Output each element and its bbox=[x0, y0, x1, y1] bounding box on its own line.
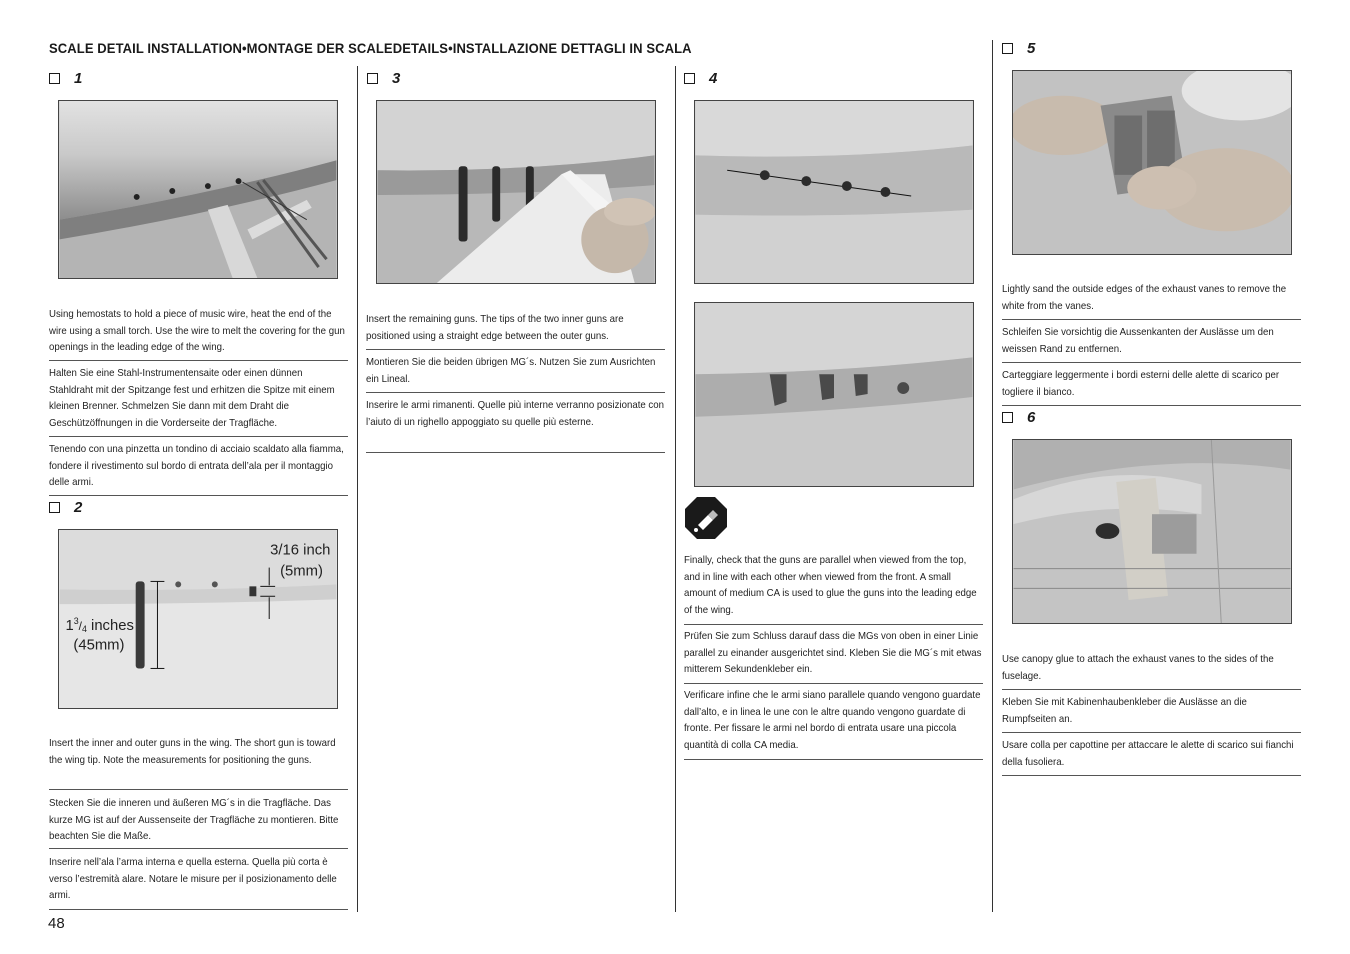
checkbox-icon[interactable] bbox=[367, 73, 378, 84]
step-number: 4 bbox=[709, 70, 718, 87]
photo-step-4b bbox=[694, 302, 974, 487]
divider bbox=[1002, 362, 1301, 363]
step-number: 1 bbox=[74, 70, 83, 87]
divider bbox=[366, 452, 665, 453]
divider bbox=[49, 360, 348, 361]
divider bbox=[1002, 405, 1301, 406]
step-5-text-de: Schleifen Sie vorsichtig die Aussenkanten der Auslässe um den weissen Rand zu entfernen. bbox=[1002, 326, 1274, 355]
step-5-text-en: Lightly sand the outside edges of the exhaust vanes to remove the white from the vanes. bbox=[1002, 283, 1287, 312]
step-4-text-de: Prüfen Sie zum Schluss darauf dass die MGs von oben in einer Linie parallel zu einander ausgerichtet sind. Kleben Sie die MG´s mit etwas mitterem Sekundenkleber ein. bbox=[684, 630, 982, 675]
photo-step-4a bbox=[694, 100, 974, 284]
photo-step-6 bbox=[1012, 439, 1292, 624]
divider bbox=[49, 495, 348, 496]
column-divider bbox=[675, 66, 676, 912]
divider bbox=[49, 848, 348, 849]
step-3-text-de: Montieren Sie die beiden übrigen MG´s. Nutzen Sie zum Ausrichten ein Lineal. bbox=[366, 356, 656, 385]
gun-measurement-image bbox=[59, 530, 337, 708]
photo-step-5 bbox=[1012, 70, 1292, 255]
divider bbox=[366, 349, 665, 350]
checkbox-icon[interactable] bbox=[684, 73, 695, 84]
step-4-header bbox=[684, 70, 717, 87]
label-long-gun-metric: (45mm) bbox=[73, 637, 125, 654]
sanding-exhaust-image bbox=[1013, 71, 1291, 254]
wing-hemostat-image bbox=[59, 101, 337, 278]
checkbox-icon[interactable] bbox=[1002, 43, 1013, 54]
divider bbox=[49, 789, 348, 790]
label-short-gun: 3/16 inch bbox=[270, 542, 331, 559]
checkbox-icon[interactable] bbox=[1002, 412, 1013, 423]
divider bbox=[1002, 732, 1301, 733]
step-6-text-de: Kleben Sie mit Kabinenhaubenkleber die Auslässe an die Rumpfseiten an. bbox=[1002, 696, 1247, 725]
step-1-text-de: Halten Sie eine Stahl-Instrumentensaite oder einen dünnen Stahldraht mit der Spitzange fest und erhitzen die Spitze mit einem kleinen Brenner. Schmelzen Sie dann mit dem Draht die Geschützöffnungen in die Vorderseite der Tragfläche. bbox=[49, 367, 335, 429]
checkbox-icon[interactable] bbox=[49, 73, 60, 84]
page-title: SCALE DETAIL INSTALLATION•MONTAGE DER SCALEDETAILS•INSTALLAZIONE DETTAGLI IN SCALA bbox=[49, 40, 692, 56]
step-5-text-it: Carteggiare leggermente i bordi esterni delle alette di scarico per togliere il bianco. bbox=[1002, 369, 1280, 398]
divider bbox=[1002, 319, 1301, 320]
step-6-header bbox=[1002, 409, 1035, 426]
step-2-header bbox=[49, 499, 82, 516]
step-2-text-it: Inserire nell’ala l’arma interna e quella esterna. Quella più corta è verso l’estremità alare. Notare le misure per il posizionamento delle armi. bbox=[49, 856, 337, 901]
divider bbox=[684, 759, 983, 760]
photo-step-1 bbox=[58, 100, 338, 279]
guns-front-view-image bbox=[695, 303, 973, 486]
photo-step-2 bbox=[58, 529, 338, 709]
step-5-header bbox=[1002, 40, 1035, 57]
fuselage-exhaust-image bbox=[1013, 440, 1291, 623]
step-6-text-it: Usare colla per capottine per attaccare le alette di scarico sui fianchi della fusoliera. bbox=[1002, 739, 1294, 768]
step-2-text-de: Stecken Sie die inneren und äußeren MG´s in die Tragfläche. Das kurze MG ist auf der Aussenseite der Tragfläche zu montieren. Bitte beachten Sie die Maße. bbox=[49, 797, 339, 842]
ca-glue-icon bbox=[684, 496, 728, 540]
label-short-gun-metric: (5mm) bbox=[280, 563, 323, 580]
step-4-text-en: Finally, check that the guns are parallel when viewed from the top, and in line with each other when viewed from the front. A small amount of medium CA is used to glue the guns into the leading edge of the wing. bbox=[684, 554, 977, 616]
step-1-text-it: Tenendo con una pinzetta un tondino di acciaio scaldato alla fiamma, fondere il rivestimento sul bordo di entrata dell’ala per il montaggio delle armi. bbox=[49, 443, 344, 488]
step-2-text-en: Insert the inner and outer guns in the wing. The short gun is toward the wing tip. Note the measurements for positioning the guns. bbox=[49, 737, 336, 766]
divider bbox=[49, 909, 348, 910]
step-1-header bbox=[49, 70, 82, 87]
divider bbox=[1002, 689, 1301, 690]
divider bbox=[49, 436, 348, 437]
step-1-text-en: Using hemostats to hold a piece of music wire, heat the end of the wire using a small torch. Use the wire to melt the covering for the gun openings in the leading edge of the wing. bbox=[49, 308, 345, 353]
photo-step-3 bbox=[376, 100, 656, 284]
step-number: 5 bbox=[1027, 40, 1036, 57]
guns-top-view-image bbox=[695, 101, 973, 283]
page-number: 48 bbox=[48, 915, 65, 932]
step-number: 3 bbox=[392, 70, 401, 87]
divider bbox=[684, 624, 983, 625]
step-number: 6 bbox=[1027, 409, 1036, 426]
divider bbox=[1002, 775, 1301, 776]
label-long-gun: $1^3_/4$ inches bbox=[65, 615, 134, 634]
column-divider bbox=[357, 66, 358, 912]
divider bbox=[684, 683, 983, 684]
step-4-text-it: Verificare infine che le armi siano parallele quando vengono guardate dall’alto, e in linea le une con le altre quando vengono guardate di fronte. Per fissare le armi nel bordo di entrata usare una piccola quantità di colla CA media. bbox=[684, 689, 981, 751]
step-3-text-it: Inserire le armi rimanenti. Quelle più interne verranno posizionate con l’aiuto di un righello appoggiato su quelle più esterne. bbox=[366, 399, 665, 428]
divider bbox=[366, 392, 665, 393]
column-divider bbox=[992, 40, 993, 912]
guns-straight-edge-image bbox=[377, 101, 655, 283]
step-3-text-en: Insert the remaining guns. The tips of the two inner guns are positioned using a straight edge between the outer guns. bbox=[366, 313, 624, 342]
step-number: 2 bbox=[74, 499, 83, 516]
step-3-header bbox=[367, 70, 400, 87]
checkbox-icon[interactable] bbox=[49, 502, 60, 513]
step-6-text-en: Use canopy glue to attach the exhaust vanes to the sides of the fuselage. bbox=[1002, 653, 1274, 682]
